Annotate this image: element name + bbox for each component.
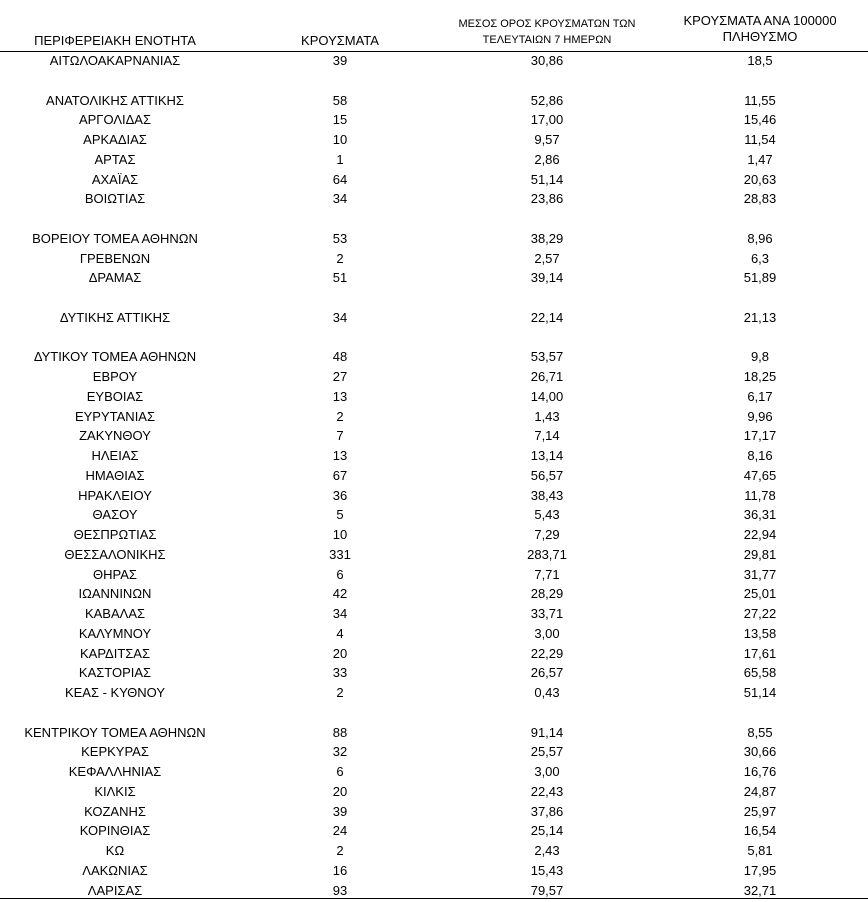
cell-cases: 10 <box>332 132 348 147</box>
cell-avg7: 25,57 <box>530 744 564 760</box>
cell-cases: 331 <box>329 546 351 562</box>
cell-per100k: 20,63 <box>743 171 777 187</box>
cell-per100k: 22,94 <box>743 527 777 542</box>
cell-region: ΘΗΡΑΣ <box>93 566 137 582</box>
cell-avg7: 22,14 <box>530 309 564 325</box>
cell-per100k: 29,81 <box>743 546 777 562</box>
table-row <box>0 802 868 822</box>
cell-avg7: 26,71 <box>530 369 564 384</box>
table-row <box>0 545 868 565</box>
table-row <box>0 584 868 604</box>
cell-avg7: 17,00 <box>530 112 564 128</box>
cell-per100k: 1,47 <box>747 151 773 167</box>
table-row <box>0 742 868 762</box>
table-spacer-row <box>0 71 868 91</box>
cell-cases: 10 <box>332 527 348 542</box>
cell-avg7: 22,29 <box>530 645 564 661</box>
cell-avg7: 1,43 <box>534 408 560 424</box>
cell-region: ΒΟΙΩΤΙΑΣ <box>84 191 146 207</box>
table-row <box>0 91 868 111</box>
header-per100k-line1: ΚΡΟΥΣΜΑΤΑ ΑΝΑ 100000 <box>683 13 837 28</box>
table-row <box>0 150 868 170</box>
cell-region: ΘΕΣΠΡΩΤΙΑΣ <box>73 527 157 542</box>
cell-avg7: 9,57 <box>534 132 560 147</box>
cell-per100k: 9,96 <box>747 408 773 424</box>
table-row <box>0 565 868 585</box>
cell-cases: 6 <box>336 764 344 779</box>
header-per100k-line2: ΠΛΗΘΥΣΜΟ <box>722 29 798 44</box>
table-row <box>0 841 868 861</box>
cell-avg7: 7,14 <box>534 428 560 444</box>
header-avg7-line2: ΤΕΛΕΥΤΑΙΩΝ 7 ΗΜΕΡΩΝ <box>482 34 612 46</box>
cell-avg7: 3,00 <box>534 764 560 779</box>
cell-avg7: 53,57 <box>530 349 564 365</box>
cell-avg7: 14,00 <box>530 388 564 404</box>
cell-cases: 15 <box>332 112 348 128</box>
cell-cases: 2 <box>336 408 344 424</box>
cell-cases: 34 <box>332 309 348 325</box>
cell-region: ΑΝΑΤΟΛΙΚΗΣ ΑΤΤΙΚΗΣ <box>46 92 184 108</box>
cell-per100k: 25,97 <box>743 803 777 819</box>
cell-avg7: 13,14 <box>530 448 564 463</box>
header-avg7 <box>440 16 654 48</box>
cell-avg7: 26,57 <box>530 665 564 681</box>
cell-region: ΑΡΓΟΛΙΔΑΣ <box>78 112 152 128</box>
cell-cases: 34 <box>332 606 348 621</box>
cell-region: ΔΥΤΙΚΟΥ ΤΟΜΕΑ ΑΘΗΝΩΝ <box>33 349 197 365</box>
cell-avg7: 38,29 <box>530 230 564 246</box>
cell-region: ΗΡΑΚΛΕΙΟΥ <box>78 487 152 503</box>
cell-per100k: 47,65 <box>743 467 777 483</box>
cell-region: ΚΑΒΑΛΑΣ <box>84 606 146 621</box>
cell-region: ΑΧΑΪΑΣ <box>91 171 139 187</box>
cell-per100k: 8,96 <box>747 230 773 246</box>
cell-region: ΚΑΛΥΜΝΟΥ <box>78 625 152 641</box>
cell-avg7: 79,57 <box>530 882 564 898</box>
cell-cases: 24 <box>332 823 348 839</box>
cell-per100k: 8,16 <box>747 448 773 463</box>
cell-per100k: 15,46 <box>743 112 777 128</box>
cell-region: ΘΑΣΟΥ <box>92 507 138 523</box>
cell-per100k: 65,58 <box>743 665 777 681</box>
cell-avg7: 22,43 <box>530 783 564 799</box>
cell-avg7: 0,43 <box>534 685 560 700</box>
cell-avg7: 30,86 <box>530 53 564 68</box>
cell-per100k: 27,22 <box>743 606 777 621</box>
table-row <box>0 446 868 466</box>
cell-cases: 39 <box>332 803 348 819</box>
cell-region: ΛΑΚΩΝΙΑΣ <box>82 862 148 878</box>
cell-region: ΓΡΕΒΕΝΩΝ <box>79 250 151 266</box>
cell-cases: 93 <box>332 882 348 898</box>
cell-avg7: 37,86 <box>530 803 564 819</box>
cell-per100k: 11,54 <box>744 132 776 147</box>
cell-per100k: 24,87 <box>743 783 777 799</box>
cell-cases: 20 <box>332 645 348 661</box>
cell-cases: 34 <box>332 191 348 207</box>
cell-cases: 42 <box>332 586 348 602</box>
cell-avg7: 2,57 <box>534 250 560 266</box>
cell-per100k: 30,66 <box>743 744 777 760</box>
header-region-label: ΠΕΡΙΦΕΡΕΙΑΚΗ ΕΝΟΤΗΤΑ <box>34 33 196 48</box>
cell-region: ΕΒΡΟΥ <box>92 369 138 384</box>
cell-per100k: 11,55 <box>744 92 776 108</box>
cell-cases: 33 <box>332 665 348 681</box>
cell-avg7: 2,86 <box>534 151 560 167</box>
cell-region: ΘΕΣΣΑΛΟΝΙΚΗΣ <box>64 546 166 562</box>
table-row <box>0 663 868 683</box>
bottom-divider <box>0 898 868 899</box>
cell-per100k: 51,14 <box>743 685 777 700</box>
cell-region: ΔΡΑΜΑΣ <box>88 270 142 286</box>
table-row <box>0 308 868 328</box>
table-row <box>0 505 868 525</box>
table-spacer-row <box>0 209 868 229</box>
cell-region: ΖΑΚΥΝΘΟΥ <box>79 428 151 444</box>
cell-per100k: 36,31 <box>743 507 777 523</box>
table-row <box>0 229 868 249</box>
table-row <box>0 683 868 703</box>
cell-cases: 58 <box>332 92 348 108</box>
cell-cases: 53 <box>332 230 348 246</box>
cell-per100k: 17,61 <box>743 645 777 661</box>
cell-per100k: 21,13 <box>743 309 777 325</box>
table-row <box>0 821 868 841</box>
table-row <box>0 486 868 506</box>
cell-cases: 48 <box>332 349 348 365</box>
cell-cases: 88 <box>332 724 348 740</box>
cell-avg7: 2,43 <box>534 843 560 858</box>
table-row <box>0 170 868 190</box>
cell-region: ΚΕΑΣ - ΚΥΘΝΟΥ <box>64 685 166 700</box>
table-spacer-row <box>0 328 868 348</box>
cell-avg7: 38,43 <box>530 487 564 503</box>
cell-per100k: 18,25 <box>743 369 777 384</box>
table-row <box>0 130 868 150</box>
cell-avg7: 28,29 <box>530 586 564 602</box>
cell-per100k: 11,78 <box>744 487 776 503</box>
cell-cases: 20 <box>332 783 348 799</box>
cell-per100k: 6,17 <box>747 388 773 404</box>
cell-avg7: 15,43 <box>530 862 564 878</box>
cell-region: ΚΑΣΤΟΡΙΑΣ <box>78 665 152 681</box>
cell-cases: 2 <box>336 843 344 858</box>
cell-cases: 32 <box>332 744 348 760</box>
table-row <box>0 624 868 644</box>
cell-avg7: 33,71 <box>530 606 564 621</box>
cell-region: ΚΕΝΤΡΙΚΟΥ ΤΟΜΕΑ ΑΘΗΝΩΝ <box>24 724 206 740</box>
table-row <box>0 367 868 387</box>
cell-region: ΒΟΡΕΙΟΥ ΤΟΜΕΑ ΑΘΗΝΩΝ <box>32 230 198 246</box>
table-spacer-row <box>0 288 868 308</box>
table-row <box>0 762 868 782</box>
cell-cases: 7 <box>336 428 344 444</box>
cell-region: ΚΙΛΚΙΣ <box>94 783 136 799</box>
cell-cases: 13 <box>332 388 348 404</box>
header-region <box>0 33 230 49</box>
cell-cases: 64 <box>332 171 348 187</box>
table-row <box>0 249 868 269</box>
cell-cases: 2 <box>336 250 344 266</box>
cell-per100k: 8,55 <box>747 724 773 740</box>
cell-per100k: 13,58 <box>743 625 777 641</box>
table-row <box>0 347 868 367</box>
cell-per100k: 32,71 <box>743 882 777 898</box>
table-row <box>0 189 868 209</box>
cell-region: ΑΡΤΑΣ <box>94 151 136 167</box>
table-row <box>0 782 868 802</box>
cell-avg7: 56,57 <box>530 467 564 483</box>
cell-cases: 13 <box>332 448 348 463</box>
table-row <box>0 407 868 427</box>
cell-avg7: 5,43 <box>534 507 560 523</box>
table-body <box>0 51 868 900</box>
table-row <box>0 604 868 624</box>
cell-per100k: 28,83 <box>743 191 777 207</box>
table-spacer-row <box>0 703 868 723</box>
cell-region: ΚΕΡΚΥΡΑΣ <box>81 744 149 760</box>
table-row <box>0 426 868 446</box>
header-cases <box>270 33 410 49</box>
header-cases-label: ΚΡΟΥΣΜΑΤΑ <box>301 33 379 48</box>
cell-per100k: 5,81 <box>747 843 773 858</box>
cell-region: ΚΟΡΙΝΘΙΑΣ <box>79 823 151 839</box>
cell-per100k: 51,89 <box>743 270 777 286</box>
cell-per100k: 17,95 <box>743 862 777 878</box>
cell-region: ΛΑΡΙΣΑΣ <box>87 882 143 898</box>
table-row <box>0 387 868 407</box>
cell-avg7: 51,14 <box>530 171 564 187</box>
cell-per100k: 16,54 <box>743 823 777 839</box>
cell-region: ΚΕΦΑΛΛΗΝΙΑΣ <box>68 764 162 779</box>
cell-avg7: 23,86 <box>530 191 564 207</box>
cell-cases: 2 <box>336 685 344 700</box>
cell-per100k: 9,8 <box>750 349 770 365</box>
cell-cases: 67 <box>332 467 348 483</box>
cell-per100k: 16,76 <box>743 764 777 779</box>
cell-avg7: 7,29 <box>534 527 560 542</box>
cell-region: ΚΑΡΔΙΤΣΑΣ <box>79 645 151 661</box>
cell-avg7: 3,00 <box>534 625 560 641</box>
cell-avg7: 7,71 <box>534 566 560 582</box>
cell-cases: 51 <box>332 270 348 286</box>
header-per100k <box>660 13 860 45</box>
cell-avg7: 39,14 <box>530 270 564 286</box>
table-row <box>0 723 868 743</box>
cell-cases: 27 <box>332 369 348 384</box>
cell-cases: 4 <box>336 625 344 641</box>
table-row <box>0 51 868 71</box>
table-row <box>0 861 868 881</box>
table-row <box>0 110 868 130</box>
cell-cases: 16 <box>332 862 348 878</box>
cell-region: ΑΙΤΩΛΟΑΚΑΡΝΑΝΙΑΣ <box>49 53 181 68</box>
cell-per100k: 25,01 <box>743 586 777 602</box>
cell-region: ΔΥΤΙΚΗΣ ΑΤΤΙΚΗΣ <box>59 309 171 325</box>
cell-cases: 39 <box>332 53 348 68</box>
cell-avg7: 25,14 <box>530 823 564 839</box>
cell-per100k: 17,17 <box>743 428 777 444</box>
cell-cases: 1 <box>336 151 344 167</box>
table-row <box>0 466 868 486</box>
cell-per100k: 6,3 <box>750 250 770 266</box>
cell-avg7: 283,71 <box>527 546 567 562</box>
cell-cases: 6 <box>336 566 344 582</box>
cell-cases: 5 <box>336 507 344 523</box>
cell-cases: 36 <box>332 487 348 503</box>
cell-region: ΚΟΖΑΝΗΣ <box>84 803 146 819</box>
cell-region: ΑΡΚΑΔΙΑΣ <box>83 132 147 147</box>
cell-region: ΕΥΒΟΙΑΣ <box>86 388 144 404</box>
cell-region: ΗΜΑΘΙΑΣ <box>85 467 145 483</box>
cell-region: ΕΥΡΥΤΑΝΙΑΣ <box>74 408 156 424</box>
cell-region: ΚΩ <box>105 843 125 858</box>
table-row <box>0 525 868 545</box>
cell-avg7: 91,14 <box>530 724 564 740</box>
cell-avg7: 52,86 <box>530 92 564 108</box>
table-row <box>0 268 868 288</box>
cell-region: ΙΩΑΝΝΙΝΩΝ <box>78 586 152 602</box>
cell-region: ΗΛΕΙΑΣ <box>91 448 139 463</box>
cell-per100k: 31,77 <box>743 566 777 582</box>
header-avg7-line1: ΜΕΣΟΣ ΟΡΟΣ ΚΡΟΥΣΜΑΤΩΝ ΤΩΝ <box>458 18 636 30</box>
cell-per100k: 18,5 <box>747 53 773 68</box>
table-row <box>0 644 868 664</box>
